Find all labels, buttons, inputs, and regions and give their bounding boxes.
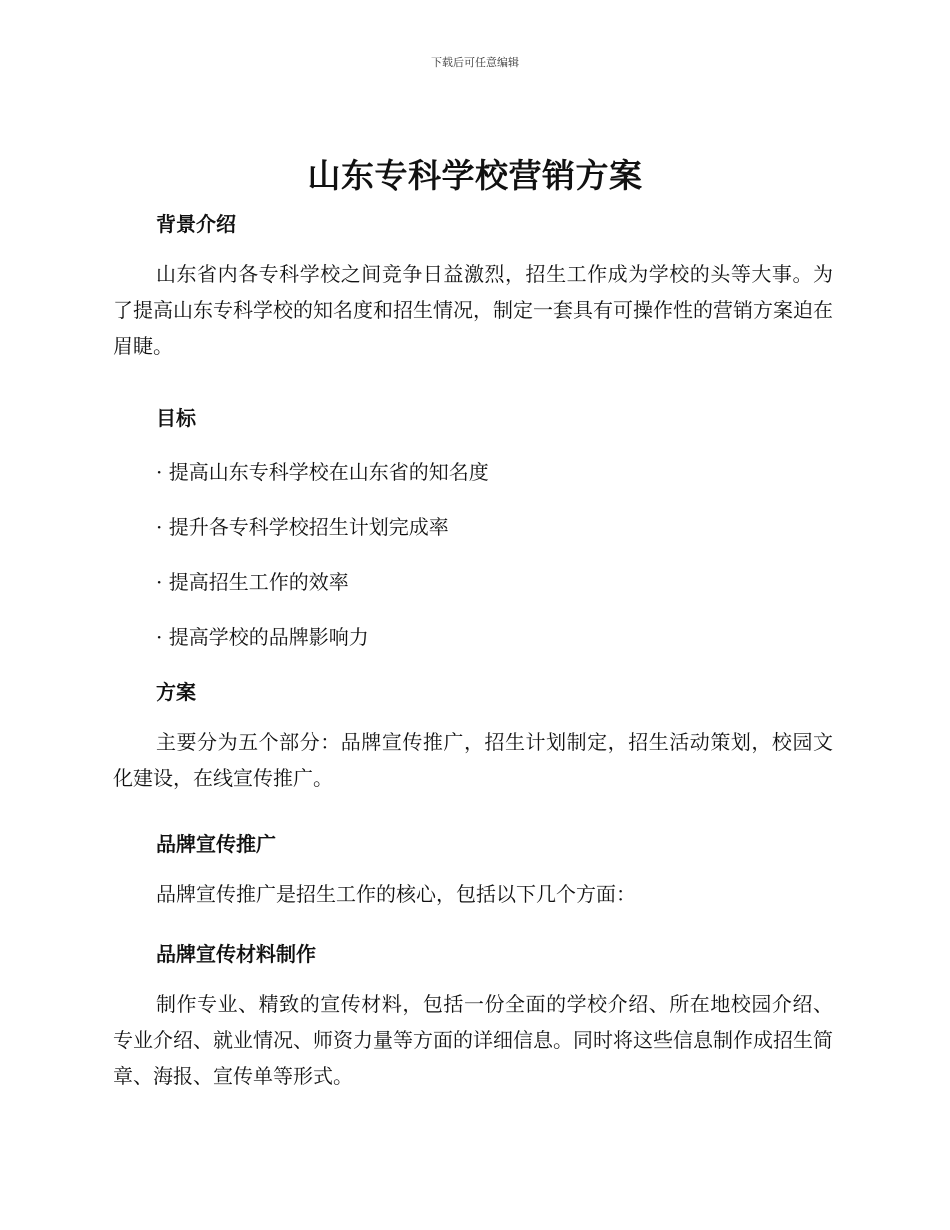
document-title: 山东专科学校营销方案 <box>307 156 643 195</box>
goal-item: · 提高山东专科学校在山东省的知名度 <box>156 460 489 484</box>
heading-background: 背景介绍 <box>156 212 236 236</box>
paragraph-background: 山东省内各专科学校之间竞争日益激烈，招生工作成为学校的头等大事。为了提高山东专科学校的知名度和招生情况，制定一套具有可操作性的营销方案迫在眉睫。 <box>113 262 833 358</box>
paragraph-plan: 主要分为五个部分：品牌宣传推广，招生计划制定，招生活动策划，校园文化建设，在线宣传推广。 <box>113 730 833 790</box>
heading-materials: 品牌宣传材料制作 <box>156 942 316 966</box>
goal-item: · 提高学校的品牌影响力 <box>156 625 369 649</box>
goal-item: · 提升各专科学校招生计划完成率 <box>156 515 449 539</box>
page-header: 下载后可任意编辑 <box>431 56 519 69</box>
goal-item: · 提高招生工作的效率 <box>156 570 349 594</box>
heading-plan: 方案 <box>156 680 196 704</box>
heading-brand: 品牌宣传推广 <box>156 832 276 856</box>
heading-goals: 目标 <box>156 406 196 430</box>
paragraph-materials: 制作专业、精致的宣传材料，包括一份全面的学校介绍、所在地校园介绍、专业介绍、就业情况、师资力量等方面的详细信息。同时将这些信息制作成招生简章、海报、宣传单等形式。 <box>113 992 833 1088</box>
paragraph-brand: 品牌宣传推广是招生工作的核心，包括以下几个方面： <box>156 882 636 906</box>
